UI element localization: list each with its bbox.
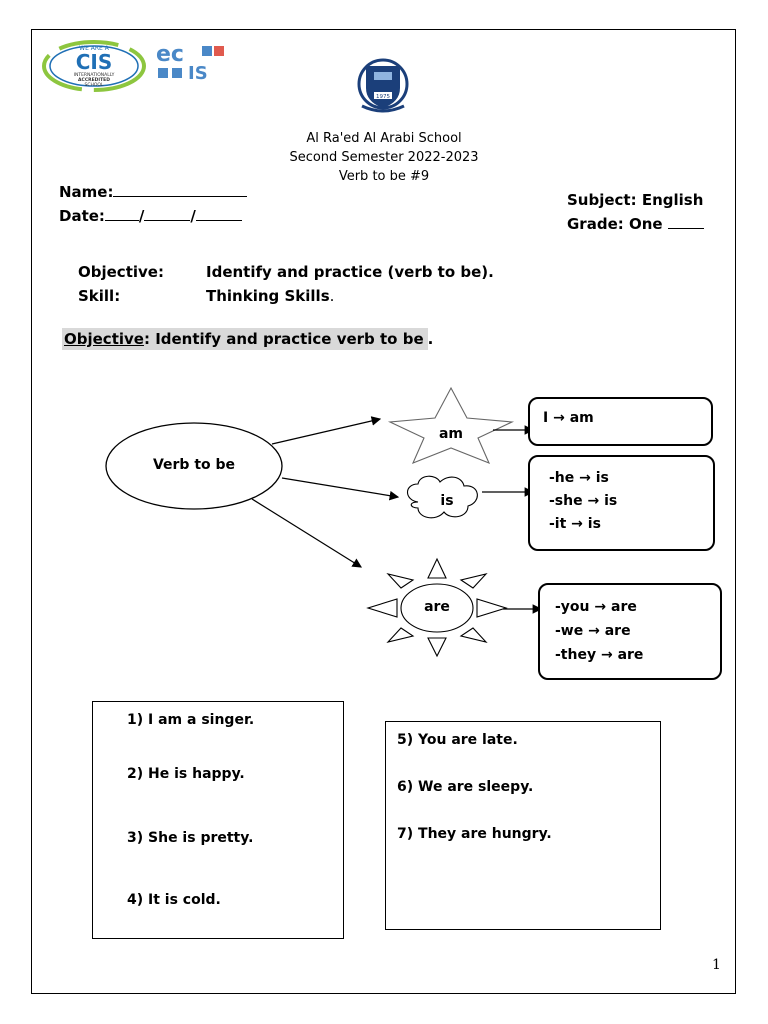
cis-sub3: SCHOOL [84, 83, 104, 88]
skill-dot: . [329, 287, 335, 305]
date-label: Date: [59, 207, 105, 225]
objective-bold: verb to be [394, 263, 482, 281]
arrow-to-are [252, 499, 361, 567]
date-separator-2: / [190, 207, 196, 225]
am-box-line-1: I → am [543, 410, 594, 426]
name-label: Name: [59, 183, 114, 201]
subject: Subject: English [567, 191, 704, 209]
date-separator-1: / [138, 207, 145, 225]
are-box-line-2: -we → are [555, 623, 631, 639]
banner-label: Objective [64, 330, 144, 348]
banner-text: : Identify and practice verb to be [143, 330, 424, 348]
arrow-to-am [272, 419, 380, 444]
sentence-4: 4) It is cold. [127, 892, 221, 908]
ecis-text-1: ec [156, 42, 184, 67]
sentence-2: 2) He is happy. [127, 766, 245, 782]
is-box-line-1: -he → is [549, 470, 609, 486]
is-label: is [440, 493, 454, 509]
page-number: 1 [712, 957, 721, 973]
cis-sub2: ACCREDITED [78, 78, 110, 83]
worksheet-title: Verb to be #9 [338, 169, 430, 184]
am-label: am [438, 426, 464, 442]
are-label: are [424, 599, 450, 615]
skill-value: Thinking Skills [206, 287, 330, 305]
objective-label: Objective: [78, 263, 164, 281]
cis-main-text: CIS [75, 50, 113, 74]
objective-prefix: Identify and practice ( [206, 263, 395, 281]
are-box-line-1: -you → are [555, 599, 637, 615]
objective-suffix: ). [481, 263, 494, 281]
crest-year: 1975 [376, 94, 390, 100]
sentence-6: 6) We are sleepy. [397, 779, 534, 795]
is-box-line-3: -it → is [549, 516, 601, 532]
banner-dot: . [427, 330, 434, 348]
center-label: Verb to be [152, 457, 236, 473]
sentence-5: 5) You are late. [397, 732, 518, 748]
school-name: Al Ra'ed Al Arabi School [306, 131, 462, 146]
ecis-text-2: IS [188, 63, 208, 84]
sentence-7: 7) They are hungry. [397, 826, 552, 842]
semester: Second Semester 2022-2023 [289, 150, 479, 165]
arrow-to-is [282, 478, 398, 497]
cis-top-text: WE ARE A [79, 45, 109, 52]
grade-label: Grade: One [567, 215, 663, 233]
sentence-3: 3) She is pretty. [127, 830, 254, 846]
is-box-line-2: -she → is [549, 493, 618, 509]
skill-label: Skill: [78, 287, 121, 305]
cis-sub1: INTERNATIONALLY [73, 73, 115, 78]
sentence-1: 1) I am a singer. [127, 712, 255, 728]
are-box-line-3: -they → are [555, 647, 644, 663]
